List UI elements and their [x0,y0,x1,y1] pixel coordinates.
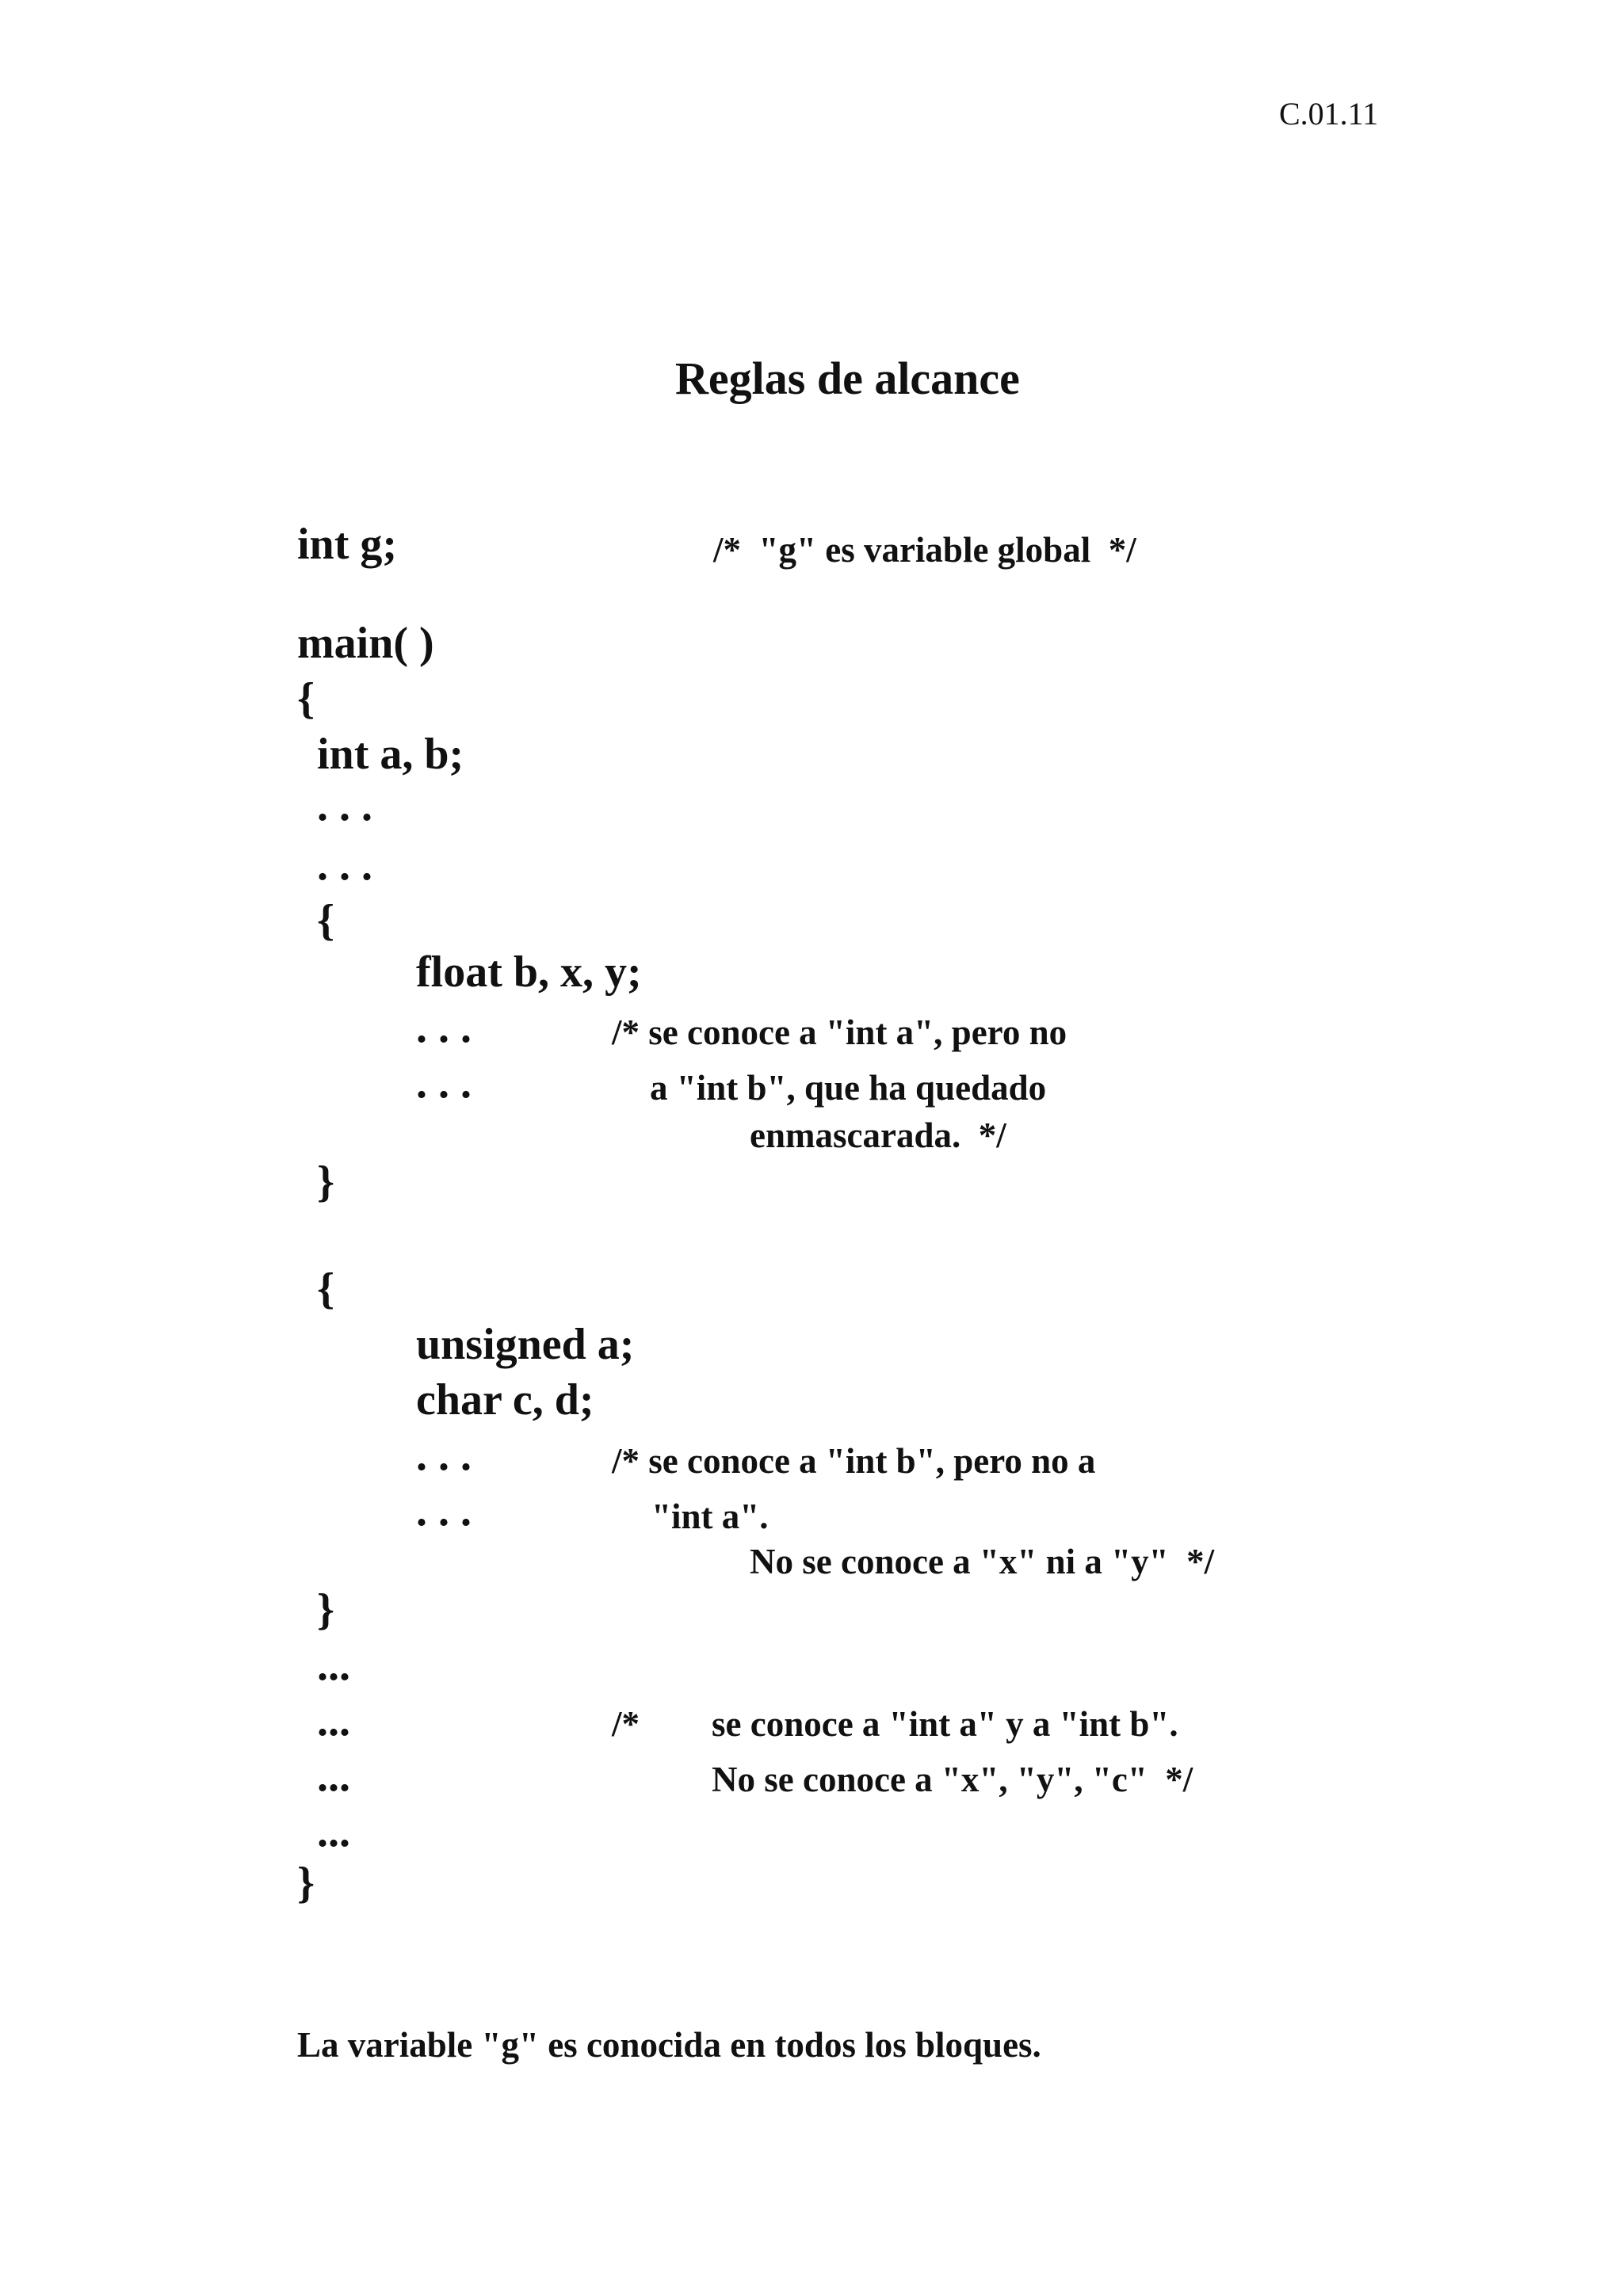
comment-main-open: /* [612,1704,640,1744]
code-block2-dots-1: . . . [416,1431,472,1480]
comment-block1-line3: enmascarada. */ [750,1116,1006,1155]
comment-main-line2: No se conoce a "x", "y", "c" */ [712,1760,1193,1799]
code-block1-dots-1: . . . [416,1003,472,1052]
comment-block2-line3: No se conoce a "x" ni a "y" */ [750,1542,1215,1581]
code-open-block-1: { [317,896,335,945]
code-tail-dots-1: ... [317,1641,350,1690]
comment-main-line1: se conoce a "int a" y a "int b". [712,1704,1178,1744]
page-title: Reglas de alcance [675,353,1020,404]
code-close-block-2: } [317,1585,335,1634]
code-char-decl: char c, d; [416,1375,594,1425]
code-main: main( ) [297,619,434,668]
page-code: C.01.11 [1279,96,1379,132]
code-float-decl: float b, x, y; [416,948,642,997]
footer-note: La variable "g" es conocida en todos los bloques. [297,2025,1041,2065]
code-block2-dots-2: . . . [416,1486,472,1535]
code-dots-2: . . . [317,841,372,890]
code-block1-dots-2: . . . [416,1058,472,1108]
code-open-main: { [297,674,315,723]
code-tail-dots-4: ... [317,1807,350,1856]
comment-block1-line2: a "int b", que ha quedado [650,1068,1047,1108]
code-dots-1: . . . [317,781,372,830]
code-unsigned-decl: unsigned a; [416,1320,635,1369]
comment-block2-line1: /* se conoce a "int b", pero no a [612,1441,1096,1481]
code-open-block-2: { [317,1264,335,1314]
code-close-block-1: } [317,1158,335,1207]
code-int-ab: int a, b; [317,730,464,779]
comment-global: /* "g" es variable global */ [713,530,1136,570]
code-close-main: } [297,1859,315,1908]
comment-block2-line2: "int a". [651,1497,769,1536]
code-tail-dots-3: ... [317,1752,350,1801]
code-int-g: int g; [297,520,397,569]
comment-block1-line1: /* se conoce a "int a", pero no [612,1013,1067,1052]
code-tail-dots-2: ... [317,1696,350,1745]
